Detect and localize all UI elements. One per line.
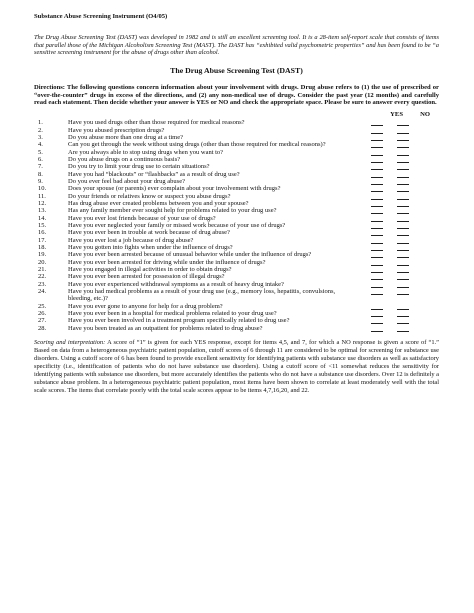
question-text: Have you gotten into fights when under the influence of drugs? (68, 244, 233, 252)
question-text: Have you ever been involved in a treatment program specifically related to drug use? (68, 317, 290, 325)
question-number: 6. (38, 155, 43, 163)
question-number: 23. (38, 280, 47, 288)
question-text: Have you abused prescription drugs? (68, 126, 165, 134)
question-text: Have you ever been arrested for driving while under the influence of drugs? (68, 258, 266, 266)
question-number: 22. (38, 273, 47, 281)
question-number: 12. (38, 199, 47, 207)
question-text: Do you abuse more than one drug at a time? (68, 133, 183, 141)
yes-column-header: YES (390, 111, 403, 119)
question-number: 20. (38, 258, 47, 266)
question-row (34, 185, 439, 192)
question-text: Have you ever lost friends because of your use of drugs? (68, 214, 216, 222)
question-number: 8. (38, 170, 43, 178)
question-text: Do you ever feel bad about your drug abuse? (68, 177, 185, 185)
question-text: Have you been treated as an outpatient for problems related to drug abuse? (68, 324, 263, 332)
question-number: 4. (38, 141, 43, 149)
answer-column-headers (34, 111, 439, 119)
question-row (34, 237, 439, 244)
question-number: 7. (38, 163, 43, 171)
question-row (34, 127, 439, 134)
yes-answer-blank[interactable] (371, 294, 383, 295)
question-row (34, 303, 439, 310)
question-row (34, 281, 439, 288)
question-text: Have you engaged in illegal activities in order to obtain drugs? (68, 266, 232, 274)
no-answer-blank[interactable] (397, 331, 409, 332)
question-number: 25. (38, 302, 47, 310)
yes-answer-blank[interactable] (371, 331, 383, 332)
question-text: Has any family member ever sought help for problems related to your drug use? (68, 207, 277, 215)
question-text: Have you had “blackouts” or “flashbacks” as a result of drug use? (68, 170, 240, 178)
question-number: 13. (38, 207, 47, 215)
question-row (34, 141, 439, 148)
question-text: Do your friends or relatives know or suspect you abuse drugs? (68, 192, 231, 200)
scoring-label: Scoring and interpretation: (34, 339, 106, 347)
question-number: 28. (38, 324, 47, 332)
question-text: Have you ever neglected your family or missed work because of your use of drugs? (68, 221, 286, 229)
question-number: 19. (38, 251, 47, 259)
question-text: Can you get through the week without using drugs (other than those required for medical reasons)? (68, 141, 326, 149)
test-title: The Drug Abuse Screening Test (DAST) (170, 65, 303, 75)
question-row (34, 156, 439, 163)
question-text: Have you ever been in a hospital for medical problems related to your drug use? (68, 310, 277, 318)
question-number: 21. (38, 266, 47, 274)
question-number: 9. (38, 177, 43, 185)
question-text: Are you always able to stop using drugs when you want to? (68, 148, 224, 156)
question-number: 10. (38, 185, 47, 193)
question-row (34, 310, 439, 317)
question-text: Have you had medical problems as a result of your drug use (e.g., memory loss, hepatitis, convulsions, bleeding, etc.)? (68, 288, 336, 303)
question-number: 26. (38, 310, 47, 318)
question-row (34, 288, 439, 303)
question-text: Have you ever been in trouble at work because of drug abuse? (68, 229, 230, 237)
question-text: Have you ever lost a job because of drug abuse? (68, 236, 194, 244)
question-row (34, 178, 439, 185)
question-number: 15. (38, 221, 47, 229)
question-row (34, 251, 439, 258)
question-number: 5. (38, 148, 43, 156)
question-row (34, 266, 439, 273)
question-text: Does your spouse (or parents) ever complain about your involvement with drugs? (68, 185, 281, 193)
question-row (34, 149, 439, 156)
no-column-header: NO (420, 111, 430, 119)
question-number: 18. (38, 244, 47, 252)
question-row (34, 215, 439, 222)
question-number: 24. (38, 288, 47, 296)
question-row (34, 244, 439, 251)
question-number: 11. (38, 192, 46, 200)
question-text: Have you ever gone to anyone for help for a drug problem? (68, 302, 223, 310)
question-number: 1. (38, 119, 43, 127)
question-row (34, 171, 439, 178)
question-number: 2. (38, 126, 43, 134)
intro-paragraph: The Drug Abuse Screening Test (DAST) was developed in 1982 and is still an excellent screening tool. It is a 28-item self-report scale that consists of items that parallel those of the Michigan Alcoholism Screening Test (MAST). The DAST has “exhibited valid psychometric properties” and has been found to be “a sensitive screening instrument for the abuse of drugs other than alcohol. (34, 34, 439, 57)
question-text: Do you try to limit your drug use to certain situations? (68, 163, 210, 171)
question-row (34, 325, 439, 332)
question-row (34, 200, 439, 207)
directions-paragraph: Directions: The following questions concern information about your involvement with drugs. Drug abuse refers to (1) the use of prescribed or “over-the-counter” drugs in excess of the directions, and (2) any non-medical use of drugs. Consider the past year (12 months) and carefully read each statement. Then decide whether your answer is YES or NO and check the appropriate space. Please be sure to answer every question. (34, 83, 439, 107)
question-number: 16. (38, 229, 47, 237)
question-row (34, 229, 439, 236)
question-number: 17. (38, 236, 47, 244)
question-row (34, 134, 439, 141)
question-row (34, 259, 439, 266)
question-text: Have you ever experienced withdrawal symptoms as a result of heavy drug intake? (68, 280, 284, 288)
question-text: Has drug abuse ever created problems between you and your spouse? (68, 199, 249, 207)
question-row (34, 207, 439, 214)
question-number: 3. (38, 133, 43, 141)
question-list (34, 119, 439, 332)
question-row (34, 163, 439, 170)
scoring-paragraph (34, 339, 439, 394)
question-row (34, 273, 439, 280)
scoring-text: A score of “1” is given for each YES response, except for items 4,5, and 7, for which a NO response is given a score of “1.” Based on data from a heterogeneous psychiatric patient population, cutoff scores of 6 through 11 are considered to be optimal for screening for substance use disorders. Using a cutoff score of 6 has been found to provide excellent sensitivity for identifying patients with substance use disorders as well as satisfactory specificity (i.e., identification of patients who do not have substance use disorders). Using a cutoff score of <11 somewhat reduces the sensitivity for identifying patients with substance use disorders, but more accurately identifies the patients who do not have a substance use disorders. Over 12 is definitely a substance abuse problem. In a heterogeneous psychiatric patient population, most items have been shown to correlate at least moderately well with the total scale scores. The items that correlate poorly with the total scale scores appear to be items 4,7,16,20, and 22. (34, 339, 439, 394)
no-answer-blank[interactable] (397, 294, 409, 295)
question-row (34, 317, 439, 324)
question-number: 14. (38, 214, 47, 222)
question-text: Have you ever been arrested because of unusual behavior while under the influence of drugs? (68, 251, 312, 259)
document-header: Substance Abuse Screening Instrument (O4/05) (34, 13, 168, 20)
question-text: Have you ever been arrested for possession of illegal drugs? (68, 273, 225, 281)
question-text: Have you used drugs other than those required for medical reasons? (68, 119, 245, 127)
question-number: 27. (38, 317, 47, 325)
question-row (34, 119, 439, 126)
question-text: Do you abuse drugs on a continuous basis? (68, 155, 181, 163)
question-row (34, 222, 439, 229)
question-row (34, 193, 439, 200)
